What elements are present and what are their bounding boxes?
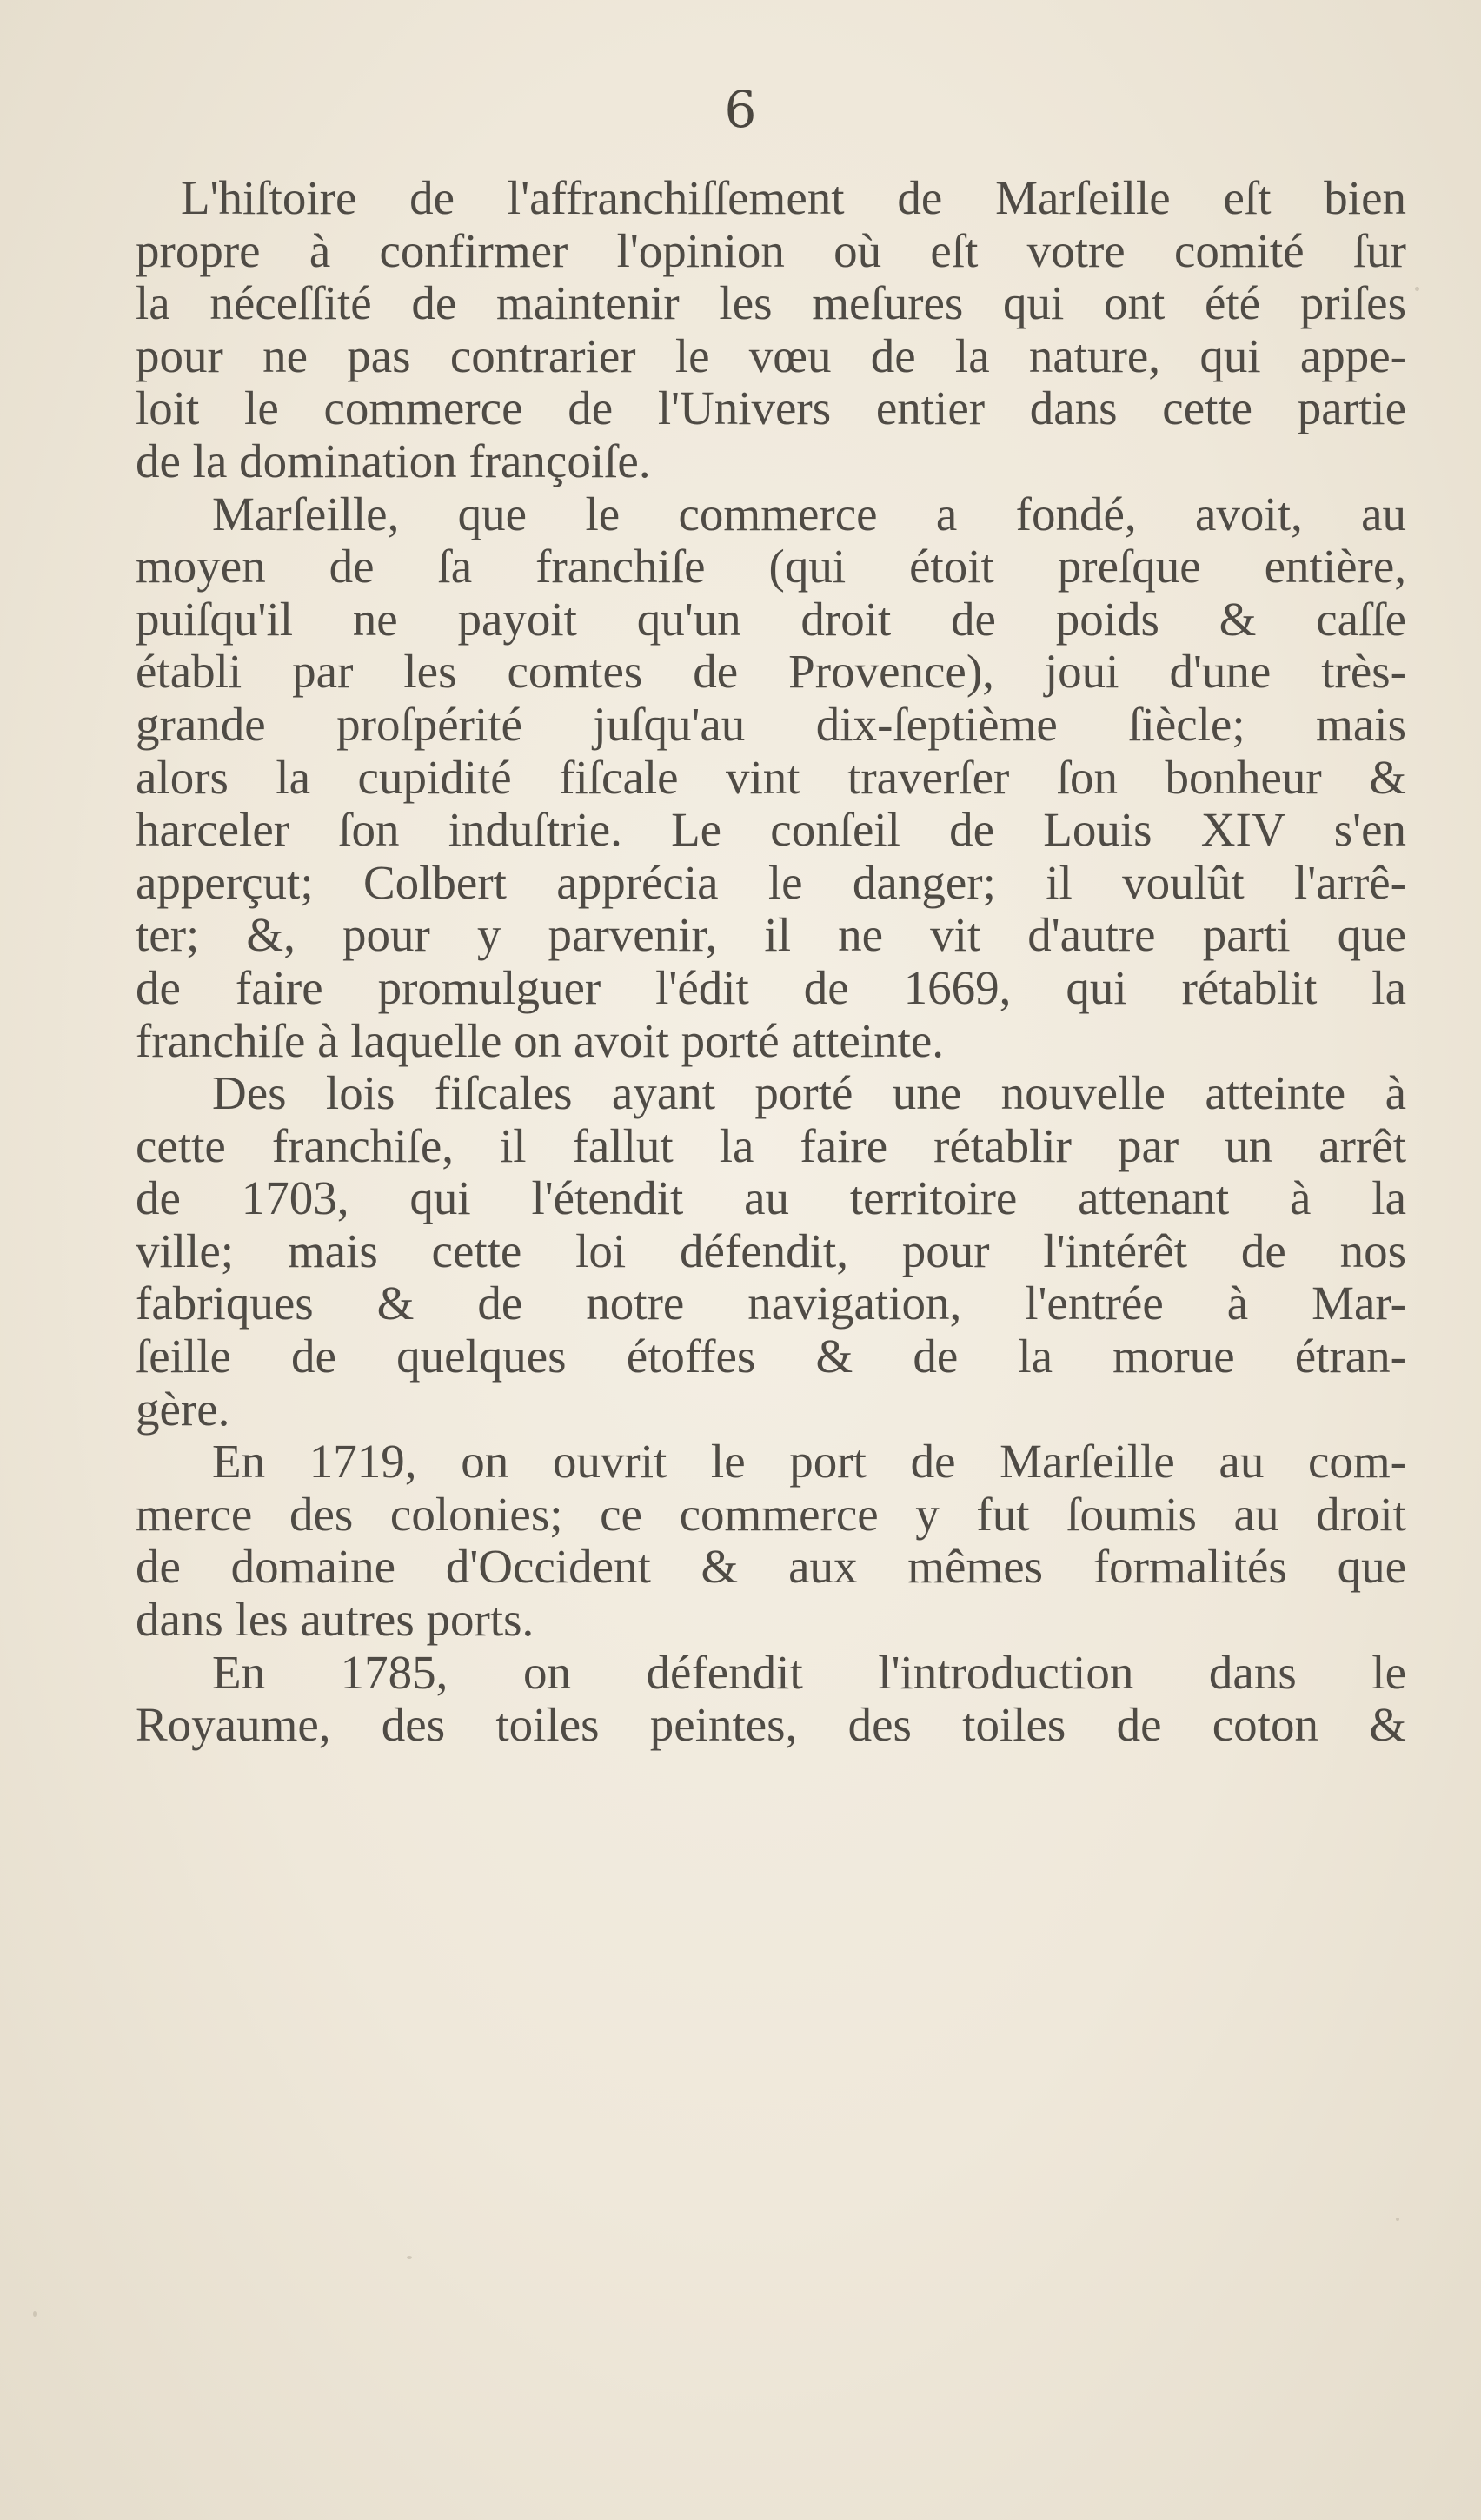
text-line: alors la cupidité fiſcale vint traverſer ſon bonheur &: [136, 750, 1406, 804]
text-line: ſeille de quelques étoffes & de la morue étran-: [136, 1330, 1406, 1383]
text-line: harceler ſon induſtrie. Le conſeil de Louis XIV s'en: [136, 803, 1406, 857]
text-line: merce des colonies; ce commerce y fut ſoumis au droit: [136, 1487, 1406, 1541]
text-line: grande proſpérité juſqu'au dix-ſeptième ſiècle; mais: [136, 697, 1406, 751]
text-line: de 1703, qui l'étendit au territoire attenant à la: [136, 1171, 1406, 1225]
text-line: apperçut; Colbert apprécia le danger; il voulût l'arrê-: [136, 855, 1406, 909]
paragraph-2: [136, 488, 1406, 1068]
text-line: gère.: [136, 1382, 230, 1436]
text-line: la néceſſité de maintenir les meſures qui ont été priſes: [136, 276, 1406, 330]
text-line: établi par les comtes de Provence), joui d'une très-: [136, 645, 1406, 699]
text-line: dans les autres ports.: [136, 1593, 535, 1647]
paragraph-3: [136, 1067, 1406, 1436]
paragraph-4: [136, 1436, 1406, 1646]
text-line: franchiſe à laquelle on avoit porté atteinte.: [136, 1013, 945, 1067]
text-line: En 1785, on défendit l'introduction dans le: [212, 1645, 1406, 1699]
text-line: pour ne pas contrarier le vœu de la nature, qui appe-: [136, 328, 1406, 382]
text-line: cette franchiſe, il fallut la faire rétablir par un arrêt: [136, 1118, 1406, 1172]
paper-speck: [1415, 287, 1419, 291]
text-line: de domaine d'Occident & aux mêmes formalités que: [136, 1540, 1406, 1594]
text-line: ville; mais cette loi défendit, pour l'intérêt de nos: [136, 1224, 1406, 1277]
paragraph-1: [136, 172, 1406, 488]
text-line: propre à confirmer l'opinion où eſt votre comité ſur: [136, 223, 1406, 277]
text-line: de faire promulguer l'édit de 1669, qui rétablit la: [136, 960, 1406, 1014]
text-line: puiſqu'il ne payoit qu'un droit de poids & caſſe: [136, 592, 1406, 646]
text-line: ter; &, pour y parvenir, il ne vit d'autre parti que: [136, 908, 1406, 962]
paragraph-5: [136, 1647, 1406, 1752]
page-number: 6: [724, 80, 757, 139]
text-line: Des lois fiſcales ayant porté une nouvelle atteinte à: [212, 1066, 1406, 1120]
body-text: [136, 172, 1406, 1752]
paper-speck: [33, 2311, 37, 2317]
paper-speck: [407, 2256, 412, 2259]
text-line: moyen de ſa franchiſe (qui étoit preſque entière,: [136, 540, 1406, 594]
text-line: L'hiſtoire de l'affranchiſſement de Marſeille eſt bien: [181, 171, 1406, 224]
text-line: de la domination françoiſe.: [136, 434, 651, 487]
paper-speck: [1396, 2218, 1399, 2221]
text-line: loit le commerce de l'Univers entier dans cette partie: [136, 381, 1406, 435]
text-line: fabriques & de notre navigation, l'entrée à Mar-: [136, 1277, 1406, 1330]
text-line: Royaume, des toiles peintes, des toiles de coton &: [136, 1698, 1406, 1752]
text-line: En 1719, on ouvrit le port de Marſeille au com-: [212, 1435, 1406, 1489]
text-line: Marſeille, que le commerce a fondé, avoit, au: [212, 487, 1406, 540]
